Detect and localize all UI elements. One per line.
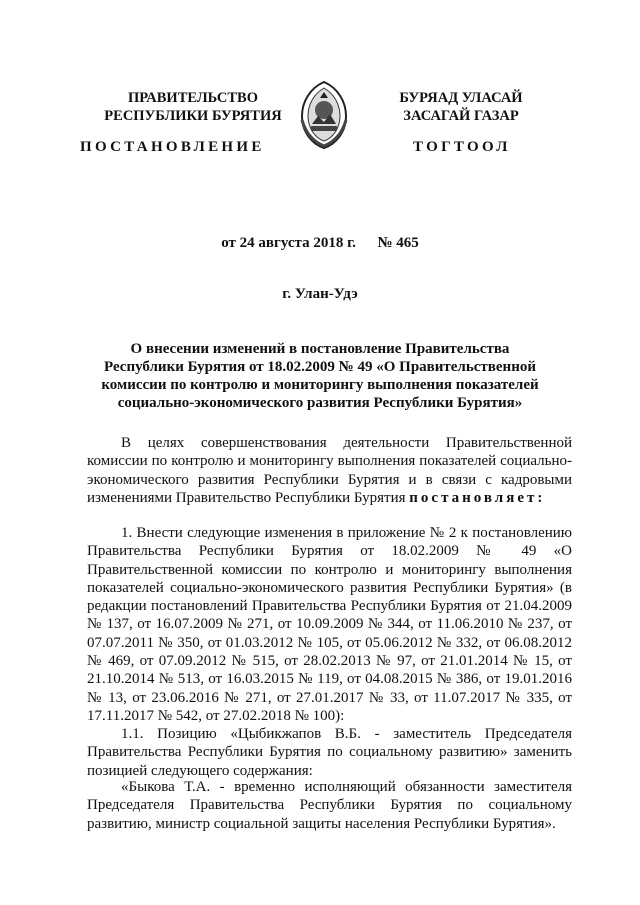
header-right-line2: ЗАСАГАЙ ГАЗАР [403, 108, 519, 124]
decree-label-ru: ПОСТАНОВЛЕНИЕ [80, 139, 265, 155]
header-right-line1: БУРЯАД УЛАСАЙ [399, 90, 523, 106]
date-line [0, 235, 640, 252]
decree-number: № 465 [377, 235, 419, 251]
item-1-1-paragraph: 1.1. Позицию «Цыбикжапов В.Б. - заместитель Председателя Правительства Республики Бурятия по социальному развитию» заменить позицией следующего содержания: [87, 726, 572, 779]
quote-paragraph: «Быкова Т.А. - временно исполняющий обязанности заместителя Председателя Правительства Республики Бурятия по социальному развитию, министр социальной защиты населения Республики Бурятия». [87, 779, 572, 832]
coat-of-arms-icon [298, 80, 350, 150]
item-1-paragraph: 1. Внести следующие изменения в приложение № 2 к постановлению Правительства Республики Бурятия от 18.02.2009 № 49 «О Правительственной комиссии по контролю и мониторингу выполнения показателей социально-экономического развития Республики Бурятия» (в редакции постановлений Правительства Республики Бурятия от 21.04.2009 № 137, от 16.07.2009 № 271, от 10.09.2009 № 344, от 11.06.2010 № 237, от 07.07.2011 № 350, от 01.03.2012 № 105, от 05.06.2012 № 332, от 06.08.2012 № 469, от 07.09.2012 № 515, от 28.02.2013 № 97, от 21.01.2014 № 15, от 21.10.2014 № 513, от 16.03.2015 № 119, от 04.08.2015 № 386, от 19.01.2016 № 13, от 23.06.2016 № 271, от 27.01.2017 № 33, от 11.07.2017 № 335, от 17.11.2017 № 542, от 27.02.2018 № 100): [87, 525, 572, 724]
preamble-paragraph [87, 434, 572, 507]
header-left-line2: РЕСПУБЛИКИ БУРЯТИЯ [104, 108, 282, 124]
resolves-word: постановляет: [409, 489, 546, 506]
header-left-line1: ПРАВИТЕЛЬСТВО [128, 90, 258, 106]
document-title: О внесении изменений в постановление Правительства Республики Бурятия от 18.02.2009 № 49 «О Правительственной комиссии по контролю и мониторингу выполнения показателей социально-экономического развития Республики Бурятия» [101, 341, 539, 411]
preamble-text: В целях совершенствования деятельности Правительственной комиссии по контролю и мониторингу выполнения показателей социально-экономического развития Республики Бурятия и в связи с кадровыми изменениями Правительство Республики Бурятия [87, 435, 572, 506]
city: г. Улан-Удэ [282, 286, 358, 302]
decree-date: от 24 августа 2018 г. [221, 235, 356, 251]
header-government-bua [386, 89, 536, 125]
header-government-ru [98, 89, 288, 125]
decree-label-bua: ТОГТООЛ [413, 139, 511, 155]
